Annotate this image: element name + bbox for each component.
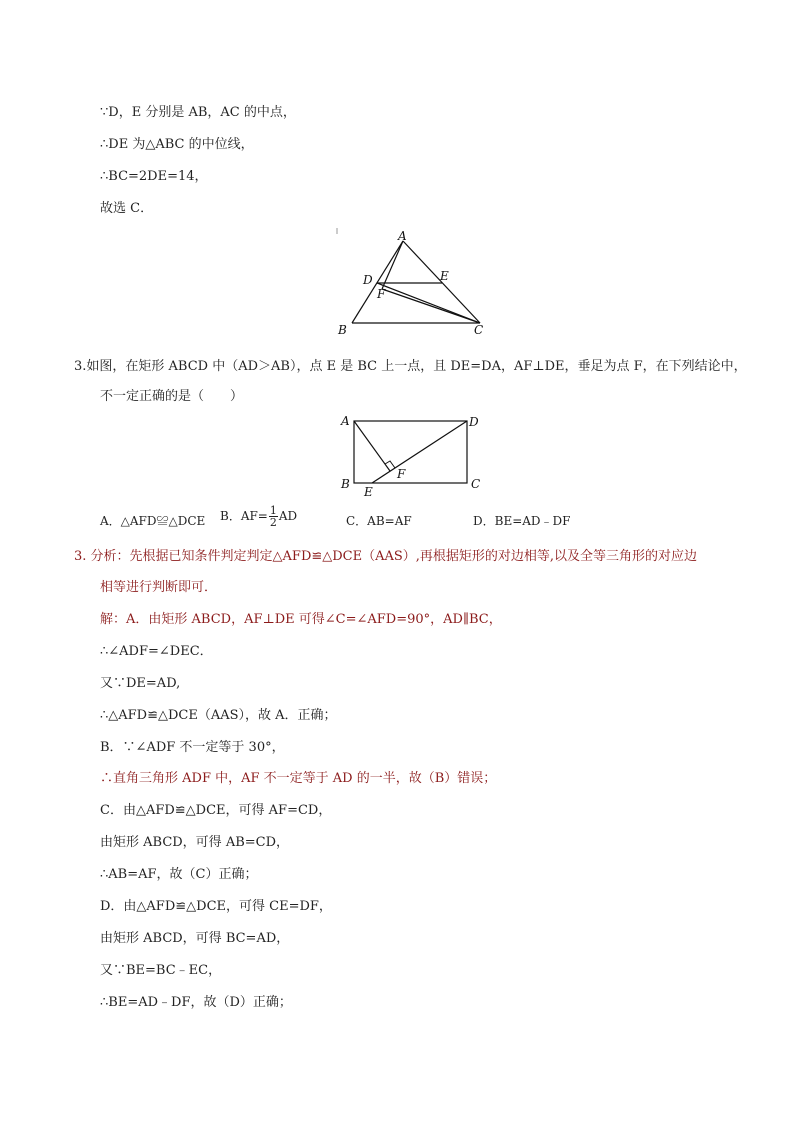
- solution-step-1: 解：A．由矩形 ABCD，AF⊥DE 可得∠C=∠AFD=90°，AD∥BC，: [100, 612, 502, 627]
- label-c: C: [474, 323, 484, 337]
- text-line-midline: ∴DE 为△ABC 的中位线，: [100, 137, 254, 152]
- question-3-statement: 3.如图，在矩形 ABCD 中（AD＞AB），点 E 是 BC 上一点，且 DE=DA，AF⊥DE，垂足为点 F，在下列结论中，: [74, 359, 747, 374]
- solution-step-9: ∴AB=AF，故（C）正确；: [100, 867, 258, 882]
- solution-step-5: B．∵∠ADF 不一定等于 30°，: [100, 740, 285, 755]
- solution-step-12: 又∵BE=BC﹣EC，: [100, 963, 222, 978]
- label-d: D: [363, 273, 373, 287]
- label-c: C: [471, 477, 481, 491]
- label-f: F: [377, 287, 386, 301]
- text-line-midpoints: ∵D，E 分别是 AB，AC 的中点，: [100, 105, 296, 120]
- solution-step-4: ∴△AFD≌△DCE（AAS），故 A．正确；: [100, 708, 337, 723]
- question-3-prompt: 不一定正确的是（ ）: [100, 389, 244, 404]
- option-a: A．△AFD≌△DCE: [100, 514, 206, 528]
- triangle-figure: [330, 226, 500, 341]
- label-a: A: [398, 229, 407, 243]
- option-b-suffix: AD: [278, 509, 298, 523]
- solution-step-6: ∴直角三角形 ADF 中，AF 不一定等于 AD 的一半，故（B）错误；: [100, 771, 497, 786]
- option-c: C．AB=AF: [346, 514, 412, 528]
- text-line-bc-value: ∴BC=2DE=14，: [100, 169, 208, 184]
- segment-de: [372, 421, 467, 483]
- solution-step-3: 又∵DE=AD,: [100, 676, 181, 691]
- label-e: E: [440, 269, 449, 283]
- label-a: A: [341, 414, 350, 428]
- fraction-one-half: [269, 505, 278, 528]
- solution-step-7: C．由△AFD≌△DCE，可得 AF=CD，: [100, 803, 332, 818]
- solution-step-11: 由矩形 ABCD，可得 BC=AD，: [100, 931, 290, 946]
- option-d: D．BE=AD﹣DF: [473, 514, 571, 528]
- analysis-line-2: 相等进行判断即可．: [100, 580, 218, 595]
- solution-step-8: 由矩形 ABCD，可得 AB=CD，: [100, 835, 290, 850]
- segment-af: [354, 421, 390, 471]
- rectangle-figure: [335, 410, 495, 502]
- label-e: E: [364, 485, 373, 499]
- option-b-prefix: B．AF=: [220, 509, 268, 523]
- segment-dc: [377, 283, 480, 323]
- segment-ab: [352, 241, 403, 323]
- label-f: F: [397, 467, 406, 481]
- solution-step-2: ∴∠ADF=∠DEC．: [100, 644, 213, 659]
- label-d: D: [469, 415, 479, 429]
- option-b: [220, 505, 297, 528]
- rectangle-abcd: [354, 421, 467, 483]
- fraction-denominator: 2: [269, 516, 277, 529]
- solution-step-13: ∴BE=AD﹣DF，故（D）正确；: [100, 995, 292, 1010]
- segment-af: [382, 241, 403, 289]
- text-line-answer: 故选 C．: [100, 201, 154, 216]
- label-b: B: [338, 323, 347, 337]
- analysis-line-1: 3. 分析：先根据已知条件判定判定△AFD≌△DCE（AAS）,再根据矩形的对边相等,以及全等三角形的对应边: [74, 549, 698, 564]
- fraction-numerator: 1: [269, 504, 277, 517]
- label-b: B: [341, 477, 350, 491]
- solution-step-10: D．由△AFD≌△DCE，可得 CE=DF，: [100, 899, 332, 914]
